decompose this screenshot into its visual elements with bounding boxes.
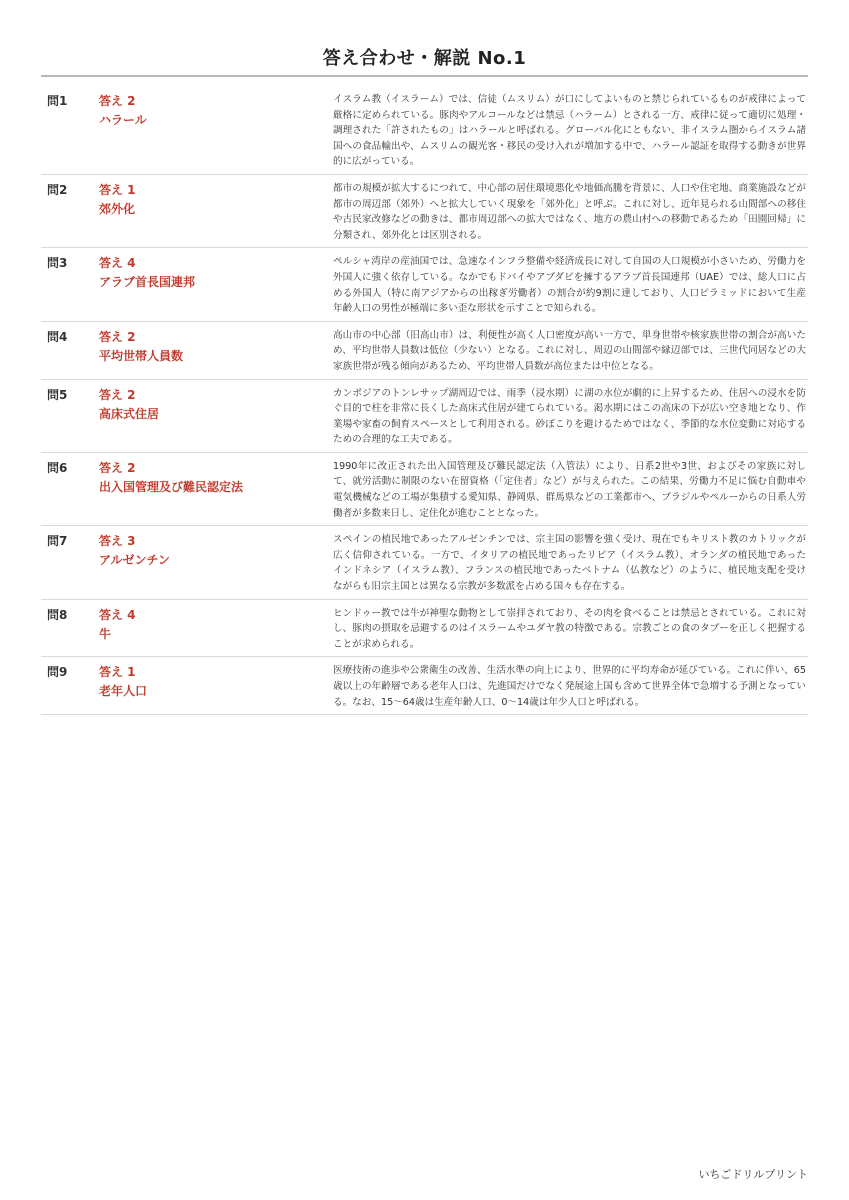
explanation-text: イスラム教（イスラーム）では、信徒（ムスリム）が口にしてよいものと禁じられているものが戒律によって厳格に定められている。豚肉やアルコールなどは禁忌（ハラーム）とされる一方、戒律に従って適切に処理・調理された「許されたもの」はハラールと呼ばれる。グローバル化にともない、非イスラム圏からイスラム諸国への食品輸出や、ムスリムの観光客・移民の受け入れが増加する中で、ハラール認証を取得する動きが世界的に広がっている。 — [333, 94, 806, 168]
answer-term: 出入国管理及び難民認定法 — [99, 479, 244, 494]
answer-block — [99, 532, 333, 594]
answer-row — [41, 600, 808, 658]
answer-row — [41, 453, 808, 526]
answer-term: 高床式住居 — [99, 406, 160, 421]
answer-block — [99, 181, 333, 243]
answer-term: 牛 — [99, 626, 112, 641]
answer-list — [41, 86, 808, 715]
answer-block — [99, 328, 333, 375]
answer-choice: 答え 1 — [99, 182, 136, 197]
question-number: 問7 — [47, 534, 68, 549]
answer-row — [41, 86, 808, 175]
explanation-text: スペインの植民地であったアルゼンチンでは、宗主国の影響を強く受け、現在でもキリスト教のカトリックが広く信仰されている。一方で、イタリアの植民地であったリビア（イスラム教）、オランダの植民地であったインドネシア（イスラム教）、フランスの植民地であったベトナム（仏教など）のように、植民地支配を受けながらも旧宗主国とは異なる宗教が多数派を占める国々も存在する。 — [333, 534, 806, 593]
explanation-text: ペルシャ湾岸の産油国では、急速なインフラ整備や経済成長に対して自国の人口規模が小さいため、労働力を外国人に強く依存している。なかでもドバイやアブダビを擁するアラブ首長国連邦（UAE）では、総人口に占める外国人（特に南アジアからの出稼ぎ労働者）の割合が約9割に達しており、人口ピラミッドにおいて生産年齢人口の男性が極端に多い歪な形状を示すことで知られる。 — [333, 256, 806, 315]
answer-choice: 答え 2 — [99, 460, 136, 475]
answer-row — [41, 322, 808, 380]
footer-brand: いちごドリルプリント — [698, 1168, 808, 1181]
question-number: 問9 — [47, 665, 68, 680]
answer-choice: 答え 2 — [99, 387, 136, 402]
question-number: 問3 — [47, 256, 68, 271]
page-title: 答え合わせ・解説 No.1 — [322, 48, 527, 69]
answer-term: アルゼンチン — [99, 553, 170, 568]
question-number: 問2 — [47, 182, 68, 197]
answer-choice: 答え 2 — [99, 329, 136, 344]
answer-block — [99, 663, 333, 710]
question-number: 問4 — [47, 329, 68, 344]
answer-term: 老年人口 — [99, 684, 148, 699]
answer-block — [99, 459, 333, 521]
answer-choice: 答え 3 — [99, 534, 136, 549]
question-number: 問6 — [47, 460, 68, 475]
answer-row — [41, 526, 808, 599]
title-divider — [41, 75, 808, 77]
answer-block — [99, 92, 333, 170]
answer-block — [99, 606, 333, 653]
explanation-text: 都市の規模が拡大するにつれて、中心部の居住環境悪化や地価高騰を背景に、人口や住宅地、商業施設などが都市の周辺部（郊外）へと拡大していく現象を「郊外化」と呼ぶ。これに対し、近年見られる山間部への移住や古民家改修などの動きは、都市周辺部への拡大ではなく、地方の農山村への移動であるため「田園回帰」に分類され、郊外化とは区別される。 — [333, 182, 806, 241]
answer-term: 平均世帯人員数 — [99, 348, 184, 363]
answer-row — [41, 175, 808, 248]
answer-term: ハラール — [99, 113, 147, 127]
answer-choice: 答え 1 — [99, 665, 136, 680]
answer-choice: 答え 2 — [99, 94, 136, 108]
explanation-text: カンボジアのトンレサップ湖周辺では、雨季（浸水期）に湖の水位が劇的に上昇するため、住居への浸水を防ぐ目的で柱を非常に長くした高床式住居が建てられている。渇水期にはこの高床の下が広い空き地となり、作業場や家畜の飼育スペースとして利用される。砂ぼこりを避けるためではなく、季節的な水位変動に対応するための合理的な工夫である。 — [333, 387, 806, 446]
answer-term: アラブ首長国連邦 — [99, 275, 196, 290]
question-number: 問8 — [47, 607, 68, 622]
explanation-text: 高山市の中心部（旧高山市）は、利便性が高く人口密度が高い一方で、単身世帯や核家族世帯の割合が高いため、平均世帯人員数は低位（少ない）となる。これに対し、周辺の山間部や縁辺部では、三世代同居などの大家族世帯が残る傾向があるため、平均世帯人員数が高位または中位となる。 — [333, 329, 806, 372]
answer-block — [99, 254, 333, 316]
answer-row — [41, 380, 808, 453]
answer-row — [41, 248, 808, 321]
answer-term: 郊外化 — [99, 201, 136, 216]
answer-choice: 答え 4 — [99, 607, 136, 622]
answer-choice: 答え 4 — [99, 256, 136, 271]
explanation-text: 医療技術の進歩や公衆衛生の改善、生活水準の向上により、世界的に平均寿命が延びている。これに伴い、65歳以上の年齢層である老年人口は、先進国だけでなく発展途上国も含めて世界全体で急増する予測となっている。なお、15〜64歳は生産年齢人口、0〜14歳は年少人口と呼ばれる。 — [333, 665, 806, 708]
answer-block — [99, 386, 333, 448]
question-number: 問5 — [47, 387, 68, 402]
answer-row — [41, 657, 808, 715]
explanation-text: 1990年に改正された出入国管理及び難民認定法（入管法）により、日系2世や3世、およびその家族に対して、就労活動に制限のない在留資格（「定住者」など）が与えられた。この結果、労働力不足に悩む自動車や電気機械などの工場が集積する愛知県、静岡県、群馬県などの工業都市へ、ブラジルやペルーからの日系人労働者が多数来日し、定住化が進むこととなった。 — [333, 460, 806, 519]
question-number: 問1 — [47, 94, 68, 108]
explanation-text: ヒンドゥー教では牛が神聖な動物として崇拝されており、その肉を食べることは禁忌とされている。これに対し、豚肉の摂取を忌避するのはイスラームやユダヤ教の特徴である。宗教ごとの食のタブーを正しく把握することが求められる。 — [333, 607, 806, 650]
